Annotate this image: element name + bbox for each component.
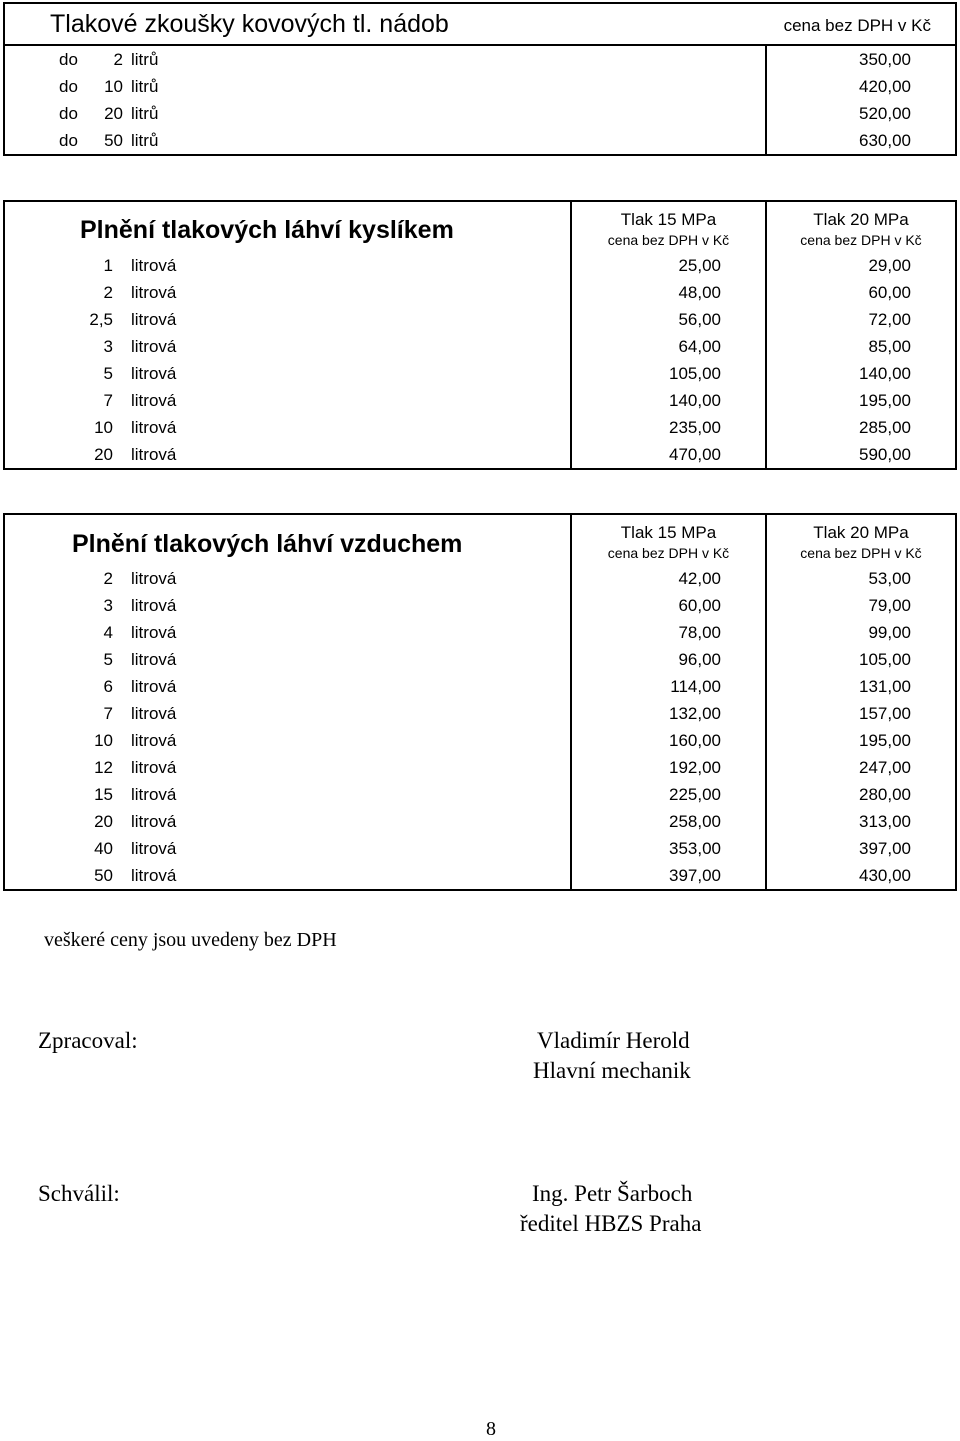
size-value: 5 <box>103 364 113 383</box>
size-value: 15 <box>94 785 113 804</box>
price-20-value: 247,00 <box>859 758 911 777</box>
price-20-cell <box>767 754 955 781</box>
price-subheader: cena bez DPH v Kč <box>800 545 922 561</box>
size-value: 4 <box>103 623 113 642</box>
price-20-cell <box>767 700 955 727</box>
table-row <box>5 646 955 673</box>
table-row <box>5 360 955 387</box>
table-row <box>5 73 955 100</box>
price-15-cell <box>572 700 767 727</box>
price-15-value: 235,00 <box>669 418 721 437</box>
prefix-text: do <box>59 77 78 96</box>
price-15-cell <box>572 333 767 360</box>
pressure-20-header: Tlak 20 MPa <box>813 210 909 229</box>
size-cell <box>5 100 767 127</box>
table-title: Plnění tlakových láhví kyslíkem <box>80 216 454 244</box>
unit-text: litrová <box>131 391 177 410</box>
price-cell <box>767 46 955 73</box>
price-value: 420,00 <box>859 77 911 96</box>
size-cell <box>5 781 572 808</box>
price-15-value: 105,00 <box>669 364 721 383</box>
price-value: 350,00 <box>859 50 911 69</box>
price-15-value: 192,00 <box>669 758 721 777</box>
price-20-cell <box>767 619 955 646</box>
size-value: 50 <box>104 131 123 150</box>
price-20-cell <box>767 565 955 592</box>
size-cell <box>5 360 572 387</box>
table-row <box>5 279 955 306</box>
size-value: 2 <box>103 283 113 302</box>
price-20-cell <box>767 441 955 468</box>
price-15-cell <box>572 862 767 889</box>
size-value: 2 <box>103 569 113 588</box>
unit-text: litrová <box>131 704 177 723</box>
price-20-value: 397,00 <box>859 839 911 858</box>
price-15-cell <box>572 781 767 808</box>
unit-text: litrová <box>131 812 177 831</box>
size-cell <box>5 333 572 360</box>
table-title: Tlakové zkoušky kovových tl. nádob <box>50 10 449 38</box>
size-value: 10 <box>94 418 113 437</box>
unit-text: litrová <box>131 677 177 696</box>
table-row <box>5 754 955 781</box>
size-value: 20 <box>94 445 113 464</box>
price-15-cell <box>572 808 767 835</box>
size-value: 7 <box>103 391 113 410</box>
price-20-cell <box>767 414 955 441</box>
table-row <box>5 808 955 835</box>
price-15-cell <box>572 835 767 862</box>
price-subheader: cena bez DPH v Kč <box>607 545 730 561</box>
price-20-cell <box>767 727 955 754</box>
table-row <box>5 700 955 727</box>
price-20-cell <box>767 781 955 808</box>
size-value: 20 <box>94 812 113 831</box>
price-15-value: 42,00 <box>678 569 721 588</box>
pressure-15-header: Tlak 15 MPa <box>620 210 717 229</box>
price-15-value: 56,00 <box>678 310 721 329</box>
unit-text: litrová <box>131 623 177 642</box>
price-15-cell <box>572 252 767 279</box>
size-cell <box>5 862 572 889</box>
size-value: 10 <box>94 731 113 750</box>
size-value: 7 <box>103 704 113 723</box>
price-15-value: 78,00 <box>678 623 721 642</box>
prepared-name: Vladimír Herold <box>537 1028 690 1053</box>
price-15-value: 397,00 <box>669 866 721 885</box>
size-cell <box>5 754 572 781</box>
size-cell <box>5 727 572 754</box>
size-cell <box>5 700 572 727</box>
price-15-cell <box>572 279 767 306</box>
unit-text: litrová <box>131 839 177 858</box>
table-row <box>5 781 955 808</box>
table-row <box>5 46 955 73</box>
prepared-label: Zpracoval: <box>38 1028 138 1053</box>
size-cell <box>5 808 572 835</box>
price-15-cell <box>572 727 767 754</box>
price-cell <box>767 100 955 127</box>
size-value: 3 <box>103 337 113 356</box>
price-15-cell <box>572 592 767 619</box>
price-20-value: 195,00 <box>859 391 911 410</box>
price-cell <box>767 73 955 100</box>
unit-text: litrová <box>131 866 177 885</box>
prepared-role: Hlavní mechanik <box>533 1058 691 1083</box>
price-20-cell <box>767 333 955 360</box>
size-cell <box>5 673 572 700</box>
table-title: Plnění tlakových láhví vzduchem <box>72 530 463 558</box>
pressure-20-header: Tlak 20 MPa <box>813 523 909 542</box>
price-20-cell <box>767 306 955 333</box>
unit-text: litrová <box>131 596 177 615</box>
price-20-value: 313,00 <box>859 812 911 831</box>
size-value: 3 <box>103 596 113 615</box>
price-20-cell <box>767 252 955 279</box>
price-15-value: 48,00 <box>678 283 721 302</box>
price-20-value: 590,00 <box>859 445 911 464</box>
price-20-value: 157,00 <box>859 704 911 723</box>
oxygen-filling-table <box>3 200 957 470</box>
unit-text: litrů <box>131 104 159 123</box>
price-15-cell <box>572 673 767 700</box>
size-cell <box>5 306 572 333</box>
price-20-value: 60,00 <box>868 283 911 302</box>
price-20-value: 195,00 <box>859 731 911 750</box>
unit-text: litrová <box>131 256 177 275</box>
price-column-header: cena bez DPH v Kč <box>783 16 931 35</box>
price-15-cell <box>572 441 767 468</box>
unit-text: litrová <box>131 445 177 464</box>
price-20-cell <box>767 808 955 835</box>
size-value: 6 <box>103 677 113 696</box>
unit-text: litrová <box>131 731 177 750</box>
approved-label: Schválil: <box>38 1181 120 1206</box>
price-15-cell <box>572 646 767 673</box>
unit-text: litrů <box>131 50 159 69</box>
price-subheader: cena bez DPH v Kč <box>800 232 922 248</box>
table-row <box>5 387 955 414</box>
price-20-value: 99,00 <box>868 623 911 642</box>
table-header-row <box>5 202 955 252</box>
price-20-value: 29,00 <box>868 256 911 275</box>
price-20-value: 105,00 <box>859 650 911 669</box>
unit-text: litrová <box>131 364 177 383</box>
price-20-cell <box>767 646 955 673</box>
table-row <box>5 727 955 754</box>
price-cell <box>767 127 955 154</box>
price-15-cell <box>572 619 767 646</box>
price-20-value: 430,00 <box>859 866 911 885</box>
unit-text: litrová <box>131 418 177 437</box>
unit-text: litrová <box>131 337 177 356</box>
unit-text: litrová <box>131 310 177 329</box>
size-value: 10 <box>104 77 123 96</box>
table-header-row <box>5 515 955 565</box>
price-15-value: 96,00 <box>678 650 721 669</box>
table-row <box>5 306 955 333</box>
price-20-cell <box>767 673 955 700</box>
price-value: 630,00 <box>859 131 911 150</box>
price-20-value: 140,00 <box>859 364 911 383</box>
pressure-test-table <box>3 2 957 156</box>
price-20-value: 131,00 <box>859 677 911 696</box>
price-15-value: 258,00 <box>669 812 721 831</box>
size-cell <box>5 565 572 592</box>
price-subheader: cena bez DPH v Kč <box>607 232 730 248</box>
size-value: 12 <box>94 758 113 777</box>
price-15-value: 140,00 <box>669 391 721 410</box>
price-20-cell <box>767 592 955 619</box>
price-15-cell <box>572 387 767 414</box>
unit-text: litrová <box>131 785 177 804</box>
table-row <box>5 673 955 700</box>
size-value: 2,5 <box>89 310 113 329</box>
table-row <box>5 127 955 154</box>
table-row <box>5 441 955 468</box>
price-15-value: 225,00 <box>669 785 721 804</box>
table-row <box>5 619 955 646</box>
price-15-cell <box>572 306 767 333</box>
price-15-cell <box>572 414 767 441</box>
approved-name: Ing. Petr Šarboch <box>532 1181 693 1206</box>
table-row <box>5 835 955 862</box>
price-20-value: 285,00 <box>859 418 911 437</box>
size-cell <box>5 46 767 73</box>
price-15-value: 160,00 <box>669 731 721 750</box>
page-number: 8 <box>486 1418 496 1440</box>
price-20-cell <box>767 835 955 862</box>
size-cell <box>5 646 572 673</box>
size-cell <box>5 592 572 619</box>
unit-text: litrů <box>131 77 159 96</box>
size-cell <box>5 835 572 862</box>
price-20-cell <box>767 360 955 387</box>
table-row <box>5 414 955 441</box>
price-20-value: 280,00 <box>859 785 911 804</box>
size-cell <box>5 414 572 441</box>
size-cell <box>5 279 572 306</box>
price-15-cell <box>572 565 767 592</box>
price-15-value: 132,00 <box>669 704 721 723</box>
price-20-value: 85,00 <box>868 337 911 356</box>
unit-text: litrová <box>131 758 177 777</box>
size-value: 2 <box>113 50 123 69</box>
price-15-value: 353,00 <box>669 839 721 858</box>
price-note: veškeré ceny jsou uvedeny bez DPH <box>44 929 337 951</box>
approved-role: ředitel HBZS Praha <box>520 1211 702 1236</box>
size-value: 5 <box>103 650 113 669</box>
size-cell <box>5 73 767 100</box>
prefix-text: do <box>59 50 78 69</box>
size-cell <box>5 441 572 468</box>
price-20-cell <box>767 387 955 414</box>
table-row <box>5 862 955 889</box>
size-cell <box>5 252 572 279</box>
size-value: 50 <box>94 866 113 885</box>
table-row <box>5 100 955 127</box>
size-cell <box>5 387 572 414</box>
size-cell <box>5 619 572 646</box>
size-cell <box>5 127 767 154</box>
price-20-cell <box>767 862 955 889</box>
unit-text: litrová <box>131 650 177 669</box>
price-15-value: 64,00 <box>678 337 721 356</box>
price-15-value: 60,00 <box>678 596 721 615</box>
prefix-text: do <box>59 104 78 123</box>
price-15-value: 114,00 <box>670 677 721 696</box>
table-row <box>5 333 955 360</box>
unit-text: litrová <box>131 569 177 588</box>
price-15-cell <box>572 754 767 781</box>
price-15-cell <box>572 360 767 387</box>
price-15-value: 470,00 <box>669 445 721 464</box>
price-15-value: 25,00 <box>678 256 721 275</box>
price-20-value: 72,00 <box>868 310 911 329</box>
air-filling-table <box>3 513 957 891</box>
unit-text: litrová <box>131 283 177 302</box>
table-row <box>5 565 955 592</box>
table-row <box>5 592 955 619</box>
size-value: 1 <box>103 256 113 275</box>
size-value: 20 <box>104 104 123 123</box>
price-20-value: 53,00 <box>868 569 911 588</box>
table-header-row <box>5 4 955 46</box>
pressure-15-header: Tlak 15 MPa <box>620 523 717 542</box>
table-row <box>5 252 955 279</box>
price-20-cell <box>767 279 955 306</box>
size-value: 40 <box>94 839 113 858</box>
unit-text: litrů <box>131 131 159 150</box>
price-20-value: 79,00 <box>868 596 911 615</box>
price-value: 520,00 <box>859 104 911 123</box>
prefix-text: do <box>59 131 78 150</box>
